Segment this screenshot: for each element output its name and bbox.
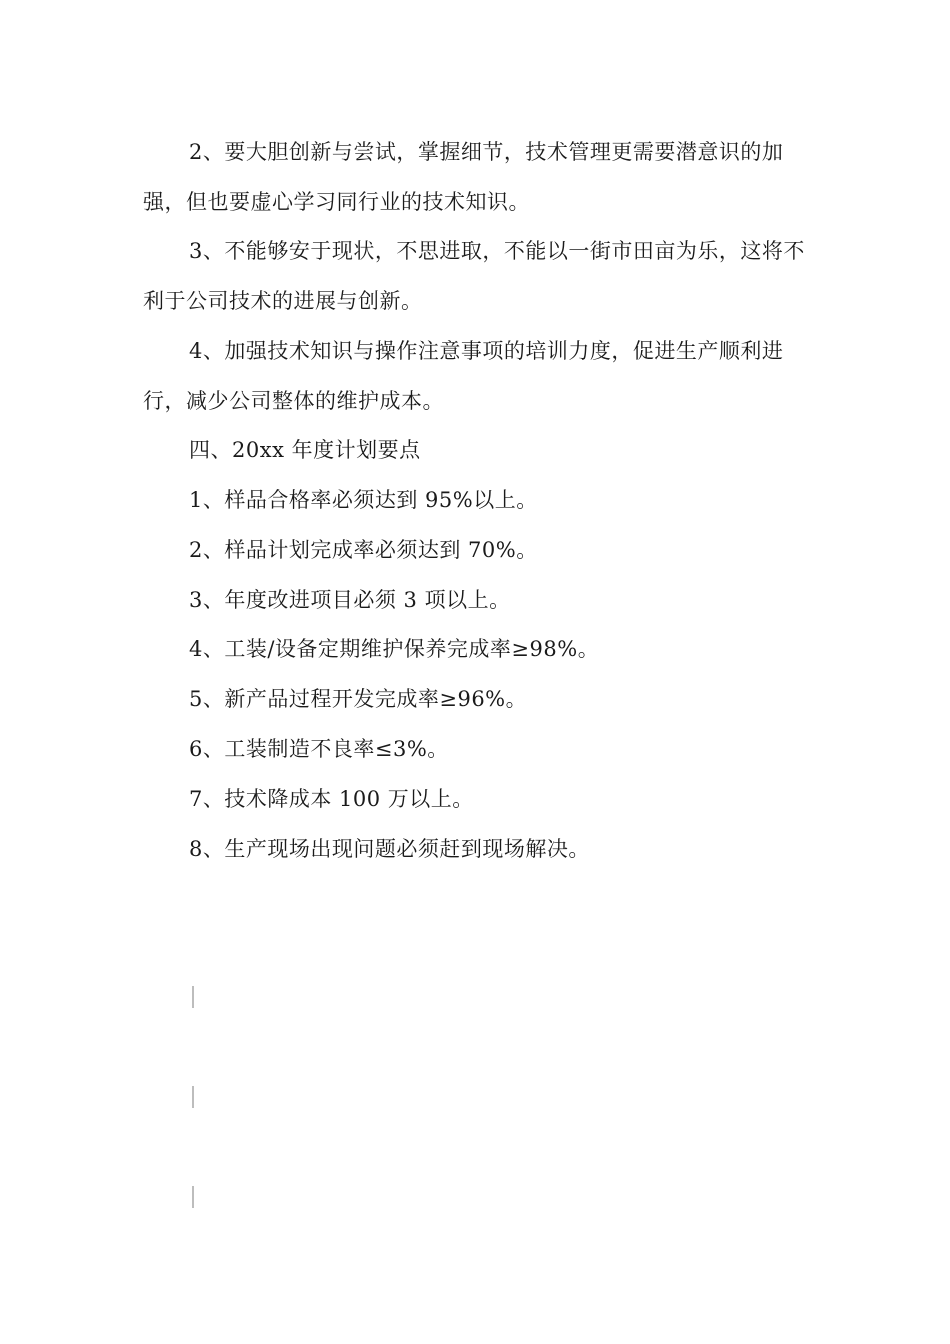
- text-cursor-mark: [192, 1086, 194, 1108]
- paragraph-innovation: 2、要大胆创新与尝试，掌握细节，技术管理更需要潜意识的加强，但也要虚心学习同行业的技术知识。: [143, 140, 784, 214]
- paragraph-training: 4、加强技术知识与操作注意事项的培训力度，促进生产顺利进行，减少公司整体的维护成本。: [143, 339, 784, 413]
- plan-item-1: 1、样品合格率必须达到 95%以上。: [189, 488, 538, 512]
- plan-item-7: 7、技术降成本 100 万以上。: [189, 787, 474, 811]
- section-heading-plan: 四、20xx 年度计划要点: [189, 438, 421, 462]
- plan-item-8: 8、生产现场出现问题必须赶到现场解决。: [189, 837, 590, 861]
- plan-item-4: 4、工装/设备定期维护保养完成率≥98%。: [189, 637, 600, 661]
- plan-item-6: 6、工装制造不良率≤3%。: [189, 737, 449, 761]
- plan-item-2: 2、样品计划完成率必须达到 70%。: [189, 538, 538, 562]
- text-cursor-mark: [192, 986, 194, 1008]
- paragraph-progress: 3、不能够安于现状，不思进取，不能以一街市田亩为乐，这将不利于公司技术的进展与创新。: [143, 239, 805, 313]
- plan-item-3: 3、年度改进项目必须 3 项以上。: [189, 588, 511, 612]
- plan-item-5: 5、新产品过程开发完成率≥96%。: [189, 687, 528, 711]
- text-cursor-mark: [192, 1186, 194, 1208]
